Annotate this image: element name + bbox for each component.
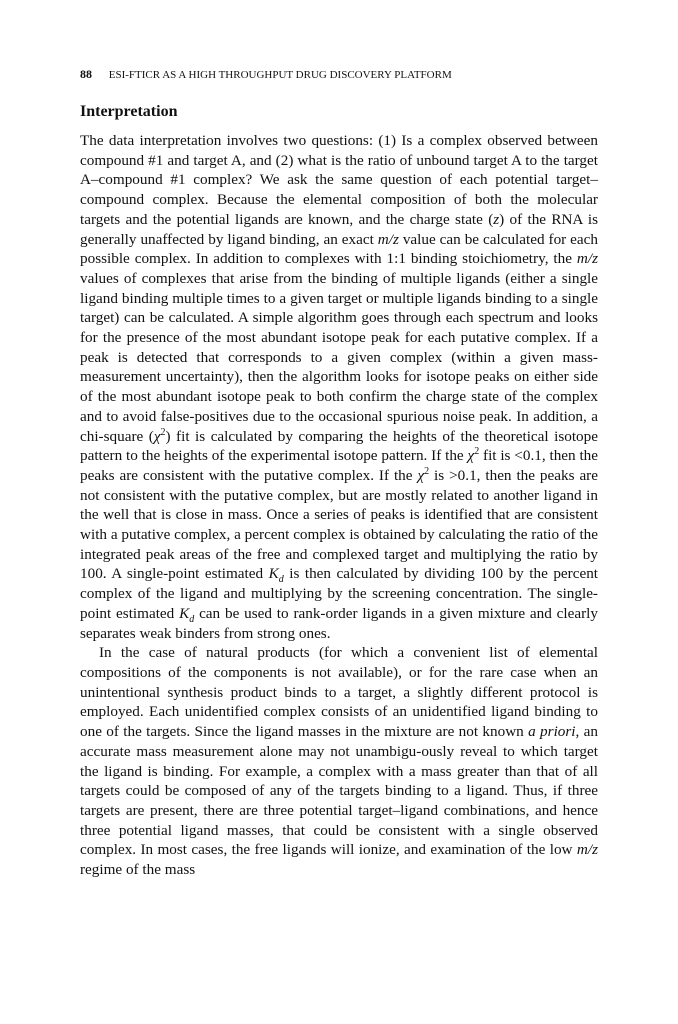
text-run: ) fit is calculated by comparing the heights of the theoretical isotope pattern to the heights of the experimental isotope pattern. If the <box>80 427 598 465</box>
page-number: 88 <box>80 67 92 81</box>
text-run: ) of the RNA is generally unaffected by ligand binding, an exact <box>80 210 598 248</box>
text-run: 2 <box>160 426 166 438</box>
text-run: In the case of natural products (for which a convenient list of elemental compositions of the components is not available), or for the rare case when an unintentional synthesis product binds to a target, a slightly different protocol is employed. Each unidentified complex consists of an unidentified ligand binding to one of the targets. Since the ligand masses in the mixture are not known <box>80 644 598 741</box>
text-run: 2 <box>474 446 480 458</box>
running-header <box>80 66 600 83</box>
text-run: m/z <box>576 841 598 859</box>
text-run: values of complexes that arise from the binding of multiple ligands (either a single ligand binding multiple times to a given target or multiple ligands binding to a single target) can be calculated. A simple algorithm goes through each spectrum and looks for the presence of the most abundant isotope peak for each putative complex. If a peak is detected that corresponds to a given complex (within a given mass-measurement uncertainty), then the algorithm looks for isotope peaks on either side of the most abundant isotope peak to both confirm the charge state of the complex and to avoid false-positives due to the occasional spurious noise peak. In addition, a chi-square ( <box>80 269 598 445</box>
text-run: d <box>189 613 195 625</box>
text-run: fit is <0.1, then the peaks are consistent with the putative complex. If the <box>80 447 598 484</box>
text-run: , an accurate mass measurement alone may not unambigu-ously reveal to which target the ligand is binding. For example, a complex with a mass greater than that of all targets could be composed of any of the targets binding to a ligand. Thus, if three targets are present, there are three potential target–ligand combinations, and hence three potential ligand masses, that could be consistent with a single observed complex. In most cases, the free ligands will ionize, and examination of the low <box>80 723 598 859</box>
running-title: ESI-FTICR AS A HIGH THROUGHPUT DRUG DISCOVERY PLATFORM <box>108 69 452 81</box>
text-run: m/z <box>576 250 598 268</box>
text-run: a priori <box>528 723 576 741</box>
text-run: is then calculated by dividing 100 by the percent complex of the ligand and multiplying by the screening concentration. The single-point estimated <box>80 565 599 622</box>
text-run: χ <box>467 447 475 465</box>
paragraph <box>80 643 598 879</box>
text-run: K <box>179 604 190 622</box>
text-run: value can be calculated for each possible complex. In addition to complexes with 1:1 binding stoichiometry, the <box>80 230 598 268</box>
text-run: can be used to rank-order ligands in a given mixture and clearly separates weak binders from strong ones. <box>80 604 598 642</box>
text-run: m/z <box>377 230 399 248</box>
text-run: d <box>278 574 284 586</box>
paragraph <box>80 131 598 643</box>
text-run: The data interpretation involves two questions: (1) Is a complex observed between compound #1 and target A, and (2) what is the ratio of unbound target A to the target A–compound #1 complex? We ask the same question of each potential target–compound complex. Because the elemental composition of both the molecular targets and the potential ligands are known, and the charge state ( <box>80 132 598 228</box>
text-run: z <box>493 210 500 228</box>
body-text <box>80 131 598 880</box>
section-heading: Interpretation <box>80 103 178 120</box>
text-run: regime of the mass <box>80 861 196 879</box>
text-run: K <box>268 565 279 583</box>
text-run: χ <box>153 427 161 445</box>
text-run: χ <box>417 466 425 484</box>
text-run: is >0.1, then the peaks are not consistent with the putative complex, but are mostly related to another ligand in the well that is close in mass. Once a series of peaks is identified that are consistent with a putative complex, a percent complex is obtained by calculating the ratio of the integrated peak areas of the free and complexed target and multiplying the ratio by 100. A single-point estimated <box>80 466 598 583</box>
text-run: 2 <box>424 465 430 477</box>
